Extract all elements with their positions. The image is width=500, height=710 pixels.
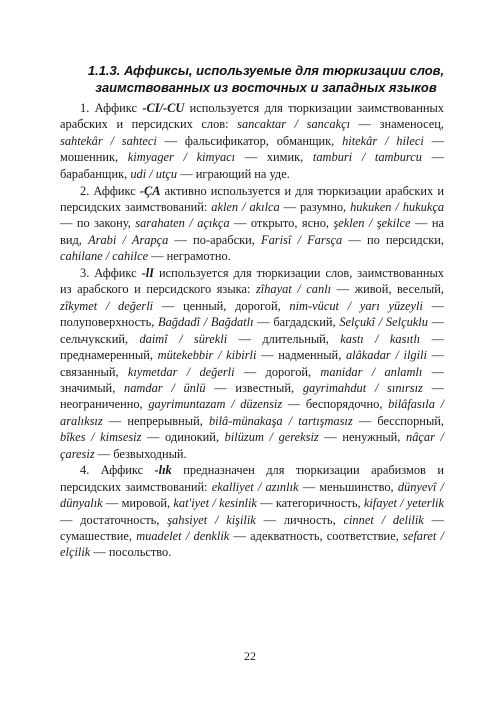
text-run: — безвыходный. bbox=[94, 446, 187, 461]
text-run: 3. Аффикс bbox=[80, 266, 142, 281]
text-run: — непрерывный, bbox=[102, 413, 209, 428]
section-heading: 1.1.3. Аффиксы, используемые для тюркизации слов, заимствованных из восточных и западных языков bbox=[87, 63, 445, 95]
text-run: — живой, веселый, bbox=[331, 282, 444, 297]
text-run: 2. Аффикс bbox=[80, 183, 140, 198]
word-pair: bilâ-münakaşa / tartışmasız bbox=[208, 413, 353, 428]
text-run: — значимый, bbox=[60, 364, 444, 395]
affix-term: -ÇA bbox=[139, 183, 161, 198]
word-pair: muadelet / denklik bbox=[136, 529, 230, 544]
text-run: 4. Аффикс bbox=[80, 463, 155, 478]
word-pair: kastı / kasıtlı bbox=[340, 331, 421, 346]
text-run: — по персидски, bbox=[342, 232, 444, 247]
text-run: активно используется и для тюркизации арабских и персидских заимствований: bbox=[60, 183, 444, 214]
word-pair: bilâfasıla / aralıksız bbox=[60, 397, 445, 428]
word-pair: tamburi / tamburcu bbox=[312, 150, 422, 165]
text-run: — играющий на уде. bbox=[177, 166, 290, 181]
text-run: — мировой, bbox=[102, 496, 174, 511]
text-run: — сельчукский, bbox=[60, 315, 444, 346]
word-pair: Farisî / Farsça bbox=[261, 232, 343, 247]
word-pair: hukuken / hukukça bbox=[350, 199, 445, 214]
word-pair: namdar / ünlü bbox=[124, 380, 206, 395]
paragraph-ca bbox=[60, 183, 444, 265]
page-number: 22 bbox=[244, 649, 256, 663]
text-run: 1. Аффикс bbox=[80, 101, 143, 115]
paragraph-ci-cu bbox=[60, 100, 444, 182]
word-pair: cahilane / cahilce bbox=[60, 249, 149, 264]
word-pair: zîhayat / canlı bbox=[255, 282, 332, 297]
text-run: — беспорядочно, bbox=[282, 397, 389, 412]
text-run: — дорогой, bbox=[234, 364, 321, 379]
text-run: — преднамеренный, bbox=[60, 331, 445, 363]
word-pair: bilüzum / gereksiz bbox=[224, 430, 319, 445]
text-run: — барабанщик, bbox=[60, 150, 444, 181]
word-pair: kifayet / yeterlik bbox=[363, 496, 445, 511]
text-run: — полуповерхность, bbox=[60, 298, 444, 330]
word-pair: udi / utçu bbox=[130, 166, 178, 181]
word-pair: hitekâr / hileci bbox=[342, 133, 424, 148]
text-run: — меньшинство, bbox=[298, 479, 398, 494]
word-pair: mütekebbir / kibirli bbox=[157, 348, 257, 363]
text-run: — посольство. bbox=[90, 545, 172, 560]
word-pair: gayrimuntazam / düzensiz bbox=[148, 397, 283, 412]
word-pair: Bağdadî / Bağdatlı bbox=[158, 315, 254, 330]
paragraph-lik bbox=[60, 462, 444, 560]
word-pair: ekalliyet / azınlık bbox=[211, 479, 299, 494]
word-pair: zîkymet / değerli bbox=[60, 298, 154, 313]
text-run: — известный, bbox=[205, 380, 303, 395]
text-run: — надменный, bbox=[256, 348, 346, 363]
word-pair: Arabi / Arapça bbox=[88, 232, 169, 247]
text-run: — ненужный, bbox=[318, 430, 406, 445]
text-run: — достаточность, bbox=[60, 512, 168, 527]
text-run: — длительный, bbox=[227, 331, 341, 346]
word-pair: gayrimahdut / sınırsız bbox=[302, 380, 423, 395]
text-run: — категоричность, bbox=[256, 496, 364, 511]
text-run: — на вид, bbox=[60, 216, 444, 247]
word-pair: sarahaten / açıkça bbox=[135, 216, 230, 231]
text-run: — по-арабски, bbox=[168, 232, 262, 247]
text-run: — мошенник, bbox=[60, 133, 444, 165]
word-pair: aklen / akılca bbox=[211, 199, 280, 214]
word-pair: kıymetdar / değerli bbox=[127, 364, 235, 379]
word-pair: manidar / anlamlı bbox=[320, 364, 423, 379]
text-run: — личность, bbox=[255, 512, 344, 527]
text-run: — неограниченно, bbox=[60, 380, 444, 412]
text-run: — багдадский, bbox=[253, 315, 340, 330]
text-run: — ценный, дорогой, bbox=[153, 298, 290, 313]
word-pair: bîkes / kimsesiz bbox=[60, 430, 142, 445]
word-pair: sancaktar / sancakçı bbox=[237, 117, 351, 132]
word-pair: alâkadar / ilgili bbox=[345, 348, 427, 363]
text-run: — разумно, bbox=[279, 199, 351, 214]
affix-term: -CI/-CU bbox=[142, 101, 185, 115]
text-run: — связанный, bbox=[60, 348, 444, 379]
word-pair: cinnet / delilik bbox=[343, 512, 424, 527]
word-pair: nâçar / çaresiz bbox=[60, 430, 444, 461]
affix-term: -lık bbox=[154, 463, 172, 478]
paragraph-li bbox=[60, 265, 444, 462]
word-pair: Selçukî / Selçuklu bbox=[339, 315, 428, 330]
body-text bbox=[60, 100, 444, 561]
text-run: используется для тюркизации заимствованных арабских и персидских слов: bbox=[60, 101, 444, 132]
text-run: — адекватность, соответствие, bbox=[229, 529, 404, 544]
text-run: — бесспорный, bbox=[352, 413, 444, 428]
word-pair: şeklen / şekilce bbox=[333, 216, 411, 231]
text-run: — неграмотно. bbox=[148, 249, 231, 264]
word-pair: şahsiyet / kişilik bbox=[167, 512, 256, 527]
word-pair: dünyevî / dünyalık bbox=[60, 479, 444, 511]
word-pair: sahtekâr / sahteci bbox=[60, 133, 157, 148]
word-pair: kimyager / kimyacı bbox=[127, 150, 236, 165]
text-run: — знаменосец, bbox=[350, 117, 444, 132]
affix-term: -lI bbox=[141, 266, 154, 281]
word-pair: sefaret / elçilik bbox=[60, 529, 444, 560]
text-run: — сумашествие, bbox=[60, 512, 444, 544]
word-pair: kat'iyet / kesinlik bbox=[173, 496, 257, 511]
text-run: — одинокий, bbox=[141, 430, 225, 445]
word-pair: daimî / sürekli bbox=[139, 331, 228, 346]
text-run: — химик, bbox=[235, 150, 313, 165]
text-run: предназначен для тюркизации арабизмов и персидских заимствований: bbox=[60, 463, 444, 494]
word-pair: nim-vücut / yarı yüzeyli bbox=[289, 298, 423, 313]
text-run: используется для тюркизации слов, заимствованных из арабского и персидского языка: bbox=[60, 266, 444, 297]
text-run: — фальсификатор, обманщик, bbox=[156, 133, 343, 148]
text-run: — по закону, bbox=[60, 216, 136, 231]
text-run: — открыто, ясно, bbox=[229, 216, 334, 231]
